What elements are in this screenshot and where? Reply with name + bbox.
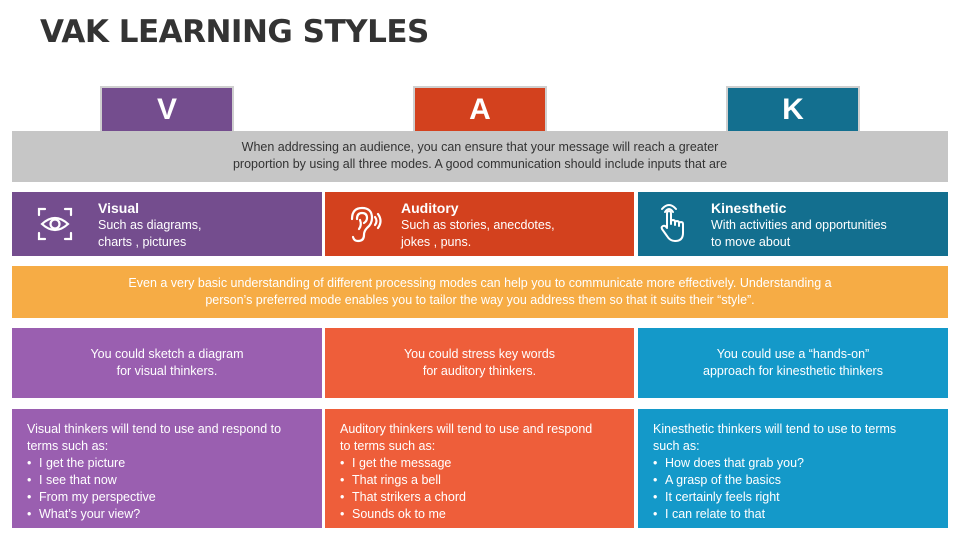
mode-title-kinesthetic: Kinesthetic	[711, 200, 787, 216]
list-item: • From my perspective	[39, 489, 308, 506]
terms-list	[27, 455, 308, 523]
intro-line: When addressing an audience, you can ensure that your message will reach a greater	[241, 140, 719, 154]
hand-pointer-icon	[638, 192, 711, 256]
understanding-band	[12, 266, 948, 318]
terms-list	[340, 455, 620, 523]
terms-intro-line: Kinesthetic thinkers will tend to use to terms	[653, 422, 897, 436]
letter-box-v	[100, 86, 234, 132]
mode-desc-line: charts , pictures	[98, 235, 187, 249]
mode-box-visual	[12, 192, 322, 256]
letter-k: K	[782, 93, 804, 126]
tip-line: for visual thinkers.	[116, 364, 218, 378]
understanding-line: Even a very basic understanding of different processing modes can help you to communicate more effectively. Understanding a	[128, 276, 832, 290]
mode-desc-line: Such as diagrams,	[98, 218, 202, 232]
tip-line: approach for kinesthetic thinkers	[703, 364, 883, 378]
list-item: • It certainly feels right	[665, 489, 934, 506]
tip-box-auditory	[325, 328, 634, 398]
terms-intro-line: terms such as:	[27, 439, 109, 453]
terms-box-auditory	[325, 409, 634, 528]
list-item: • I can relate to that	[665, 506, 934, 523]
letter-box-a	[413, 86, 547, 132]
mode-box-auditory	[325, 192, 634, 256]
tip-line: You could stress key words	[403, 347, 555, 361]
tip-line: for auditory thinkers.	[422, 364, 537, 378]
mode-desc-line: to move about	[711, 235, 791, 249]
terms-intro-line: Auditory thinkers will tend to use and respond	[340, 422, 593, 436]
terms-intro-line: Visual thinkers will tend to use and respond to	[27, 422, 282, 436]
terms-box-kinesthetic	[638, 409, 948, 528]
terms-box-visual	[12, 409, 322, 528]
list-item: • A grasp of the basics	[665, 472, 934, 489]
mode-desc-line: With activities and opportunities	[711, 218, 887, 232]
list-item: • That rings a bell	[352, 472, 620, 489]
intro-line: proportion by using all three modes. A good communication should include inputs that are	[232, 157, 728, 171]
terms-intro-line: to terms such as:	[340, 439, 436, 453]
tip-line: You could sketch a diagram	[90, 347, 244, 361]
list-item: • How does that grab you?	[665, 455, 934, 472]
list-item: • I get the picture	[39, 455, 308, 472]
list-item: • What’s your view?	[39, 506, 308, 523]
mode-title-auditory: Auditory	[401, 200, 459, 216]
mode-title-visual: Visual	[98, 200, 139, 216]
page-title: VAK LEARNING STYLES	[40, 14, 429, 50]
list-item: • That strikers a chord	[352, 489, 620, 506]
list-item: • Sounds ok to me	[352, 506, 620, 523]
mode-desc-line: jokes , puns.	[401, 235, 472, 249]
ear-icon	[325, 192, 401, 256]
tip-box-kinesthetic	[638, 328, 948, 398]
tip-box-visual	[12, 328, 322, 398]
letter-a: A	[469, 93, 491, 126]
list-item: • I see that now	[39, 472, 308, 489]
tip-line: You could use a “hands-on”	[716, 347, 870, 361]
list-item: • I get the message	[352, 455, 620, 472]
letter-v: V	[156, 93, 177, 126]
intro-band	[12, 131, 948, 182]
understanding-line: person’s preferred mode enables you to tailor the way you address them so that it suits their “style”.	[205, 293, 755, 307]
terms-list	[653, 455, 934, 523]
letter-box-k	[726, 86, 860, 132]
mode-box-kinesthetic	[638, 192, 948, 256]
terms-intro-line: such as:	[653, 439, 700, 453]
mode-desc-line: Such as stories, anecdotes,	[401, 218, 555, 232]
eye-icon	[12, 192, 98, 256]
